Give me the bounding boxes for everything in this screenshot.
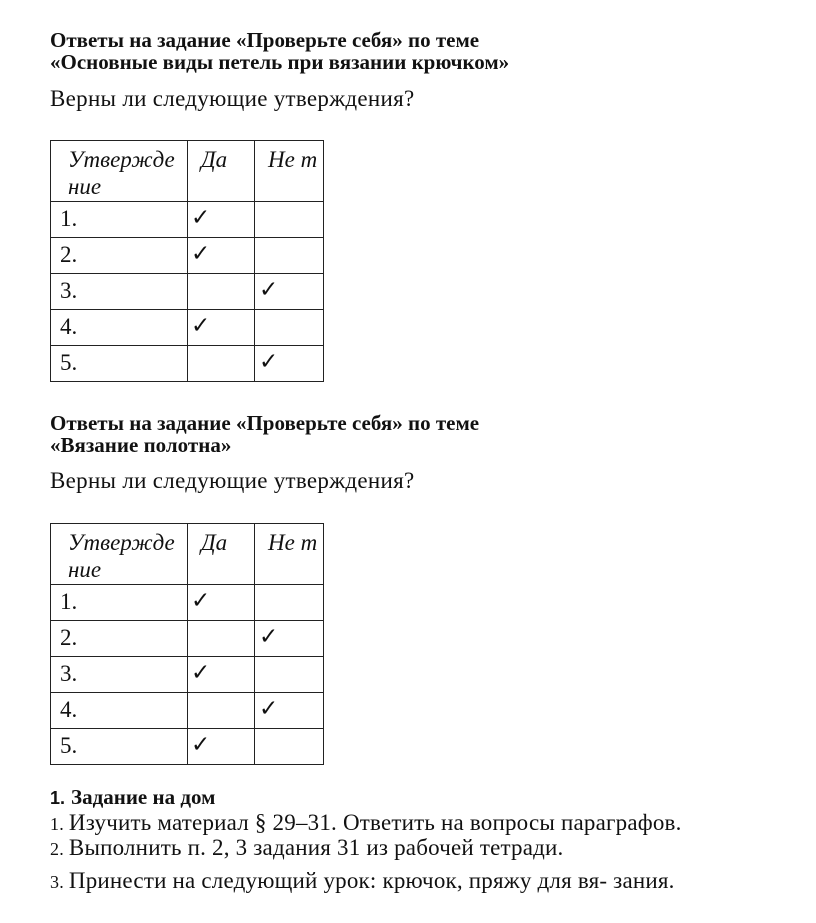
check-icon xyxy=(188,624,191,650)
check-icon xyxy=(255,588,259,614)
homework-item: 3. Принести на следующий урок: крючок, пряжу для вя- зания. xyxy=(50,868,675,893)
row-number: 3. xyxy=(51,274,188,310)
homework-title xyxy=(50,785,215,810)
no-cell xyxy=(255,274,324,310)
row-number: 4. xyxy=(51,310,188,346)
yes-cell xyxy=(188,238,255,274)
table-row xyxy=(51,202,324,238)
yes-cell xyxy=(188,202,255,238)
check-icon xyxy=(188,696,191,722)
no-cell xyxy=(255,621,324,657)
row-number: 3. xyxy=(51,657,188,693)
yes-cell xyxy=(188,657,255,693)
row-number: 1. xyxy=(51,585,188,621)
table-row xyxy=(51,310,324,346)
row-number: 5. xyxy=(51,346,188,382)
table-row xyxy=(51,621,324,657)
header-statement: Утвержде ние xyxy=(51,524,188,585)
check-icon xyxy=(255,205,259,231)
homework-item: 2. Выполнить п. 2, 3 задания 31 из рабочей тетради. xyxy=(50,835,564,860)
row-number: 1. xyxy=(51,202,188,238)
section1-question: Верны ли следующие утверждения? xyxy=(50,86,415,111)
no-cell xyxy=(255,585,324,621)
check-icon xyxy=(255,660,259,686)
yes-cell xyxy=(188,693,255,729)
header-no: Не т xyxy=(255,524,324,585)
row-number: 2. xyxy=(51,621,188,657)
section1-title xyxy=(50,29,509,73)
check-icon xyxy=(255,313,259,339)
yes-cell xyxy=(188,274,255,310)
section2-title-line1: Ответы на задание «Проверьте себя» по теме xyxy=(50,411,480,435)
table-row xyxy=(51,585,324,621)
table-row xyxy=(51,693,324,729)
no-cell xyxy=(255,657,324,693)
check-icon: ✓ xyxy=(191,205,211,231)
check-icon xyxy=(188,349,191,375)
check-icon xyxy=(255,732,259,758)
section2-question: Верны ли следующие утверждения? xyxy=(50,468,415,493)
table-row xyxy=(51,274,324,310)
table-header-row xyxy=(51,141,324,202)
table-row xyxy=(51,657,324,693)
table-row xyxy=(51,729,324,765)
homework-item: 1. Изучить материал § 29–31. Ответить на вопросы параграфов. xyxy=(50,810,682,835)
row-number: 5. xyxy=(51,729,188,765)
row-number: 4. xyxy=(51,693,188,729)
check-icon: ✓ xyxy=(259,277,279,303)
no-cell xyxy=(255,202,324,238)
yes-cell xyxy=(188,729,255,765)
yes-cell xyxy=(188,346,255,382)
yes-cell xyxy=(188,585,255,621)
section2-title-line2: «Вязание полотна» xyxy=(50,433,232,457)
check-icon: ✓ xyxy=(191,732,211,758)
section1-answers-table xyxy=(50,140,324,382)
homework-number: 1. xyxy=(50,788,66,808)
yes-cell xyxy=(188,621,255,657)
row-number: 2. xyxy=(51,238,188,274)
homework-title-text: Задание на дом xyxy=(71,785,216,809)
table-header-row xyxy=(51,524,324,585)
check-icon: ✓ xyxy=(259,624,279,650)
no-cell xyxy=(255,729,324,765)
check-icon: ✓ xyxy=(259,696,279,722)
check-icon xyxy=(255,241,259,267)
header-yes: Да xyxy=(188,141,255,202)
no-cell xyxy=(255,693,324,729)
table-row xyxy=(51,346,324,382)
no-cell xyxy=(255,238,324,274)
check-icon: ✓ xyxy=(191,313,211,339)
section1-title-line2: «Основные виды петель при вязании крючком» xyxy=(50,50,510,74)
header-no: Не т xyxy=(255,141,324,202)
check-icon: ✓ xyxy=(259,349,279,375)
check-icon: ✓ xyxy=(191,241,211,267)
section1-title-line1: Ответы на задание «Проверьте себя» по теме xyxy=(50,28,480,52)
check-icon: ✓ xyxy=(191,660,211,686)
header-yes: Да xyxy=(188,524,255,585)
check-icon xyxy=(188,277,191,303)
no-cell xyxy=(255,346,324,382)
section2-answers-table xyxy=(50,523,324,765)
check-icon: ✓ xyxy=(191,588,211,614)
yes-cell xyxy=(188,310,255,346)
table-row xyxy=(51,238,324,274)
section2-title xyxy=(50,412,479,456)
no-cell xyxy=(255,310,324,346)
header-statement: Утвержде ние xyxy=(51,141,188,202)
